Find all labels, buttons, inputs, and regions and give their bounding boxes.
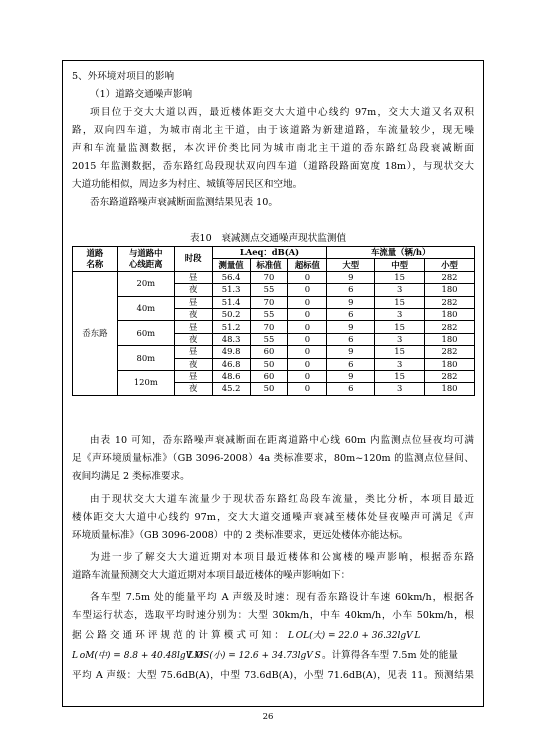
cell-measured: 49.8 (212, 346, 250, 358)
cell-small: 282 (425, 271, 475, 283)
cell-small: 282 (425, 346, 475, 358)
cell-large: 6 (327, 383, 375, 395)
para4-line: 由于现状交大大道车流量少于现状岙东路红岛段车流量，类比分析，本项目最近 (90, 494, 474, 505)
para6-line: 平均 A 声级：大型 75.6dB(A)，中型 73.6dB(A)，小型 71.6dB(A)，见表 11。预测结果 (72, 670, 474, 681)
para4-line: 环境质量标准》（GB 3096-2008）中的 2 类标准要求，更远处楼体亦能达标。 (72, 530, 409, 541)
cell-small: 180 (425, 383, 475, 395)
monitoring-table (72, 246, 475, 396)
table-row (73, 346, 475, 358)
para6-line: 。计算得各车型 7.5m 处的能量 (322, 650, 458, 661)
cell-large: 6 (327, 284, 375, 296)
cell-large: 9 (327, 346, 375, 358)
cell-period: 夜 (174, 383, 212, 395)
cell-exceed: 0 (288, 358, 327, 370)
cell-period: 昼 (174, 271, 212, 283)
header-distance-text: 与道路中 心线距离 (129, 247, 163, 269)
cell-standard: 70 (250, 296, 288, 308)
para6-line: 据 公 路 交 通 环 评 规 范 的 计 算 模 式 可 知 ： (72, 630, 284, 641)
cell-small: 180 (425, 333, 475, 345)
cell-medium: 15 (375, 370, 425, 382)
cell-exceed: 0 (288, 370, 327, 382)
para6-line: 各车型 7.5m 处的能量平均 A 声级及时速：现有岙东路设计车速 60km/h，根据各 (90, 592, 474, 603)
para4-line: 楼体距交大大道中心线约 97m，交大大道交通噪声衰减至楼体处昼夜噪声可满足《声 (72, 512, 474, 523)
cell-distance: 120m (117, 370, 174, 395)
para3-line: 由表 10 可知，岙东路噪声衰减断面在距离道路中心线 60m 内监测点位昼夜均可满 (90, 435, 474, 446)
cell-small: 180 (425, 358, 475, 370)
cell-small: 180 (425, 284, 475, 296)
cell-exceed: 0 (288, 346, 327, 358)
para1-line: 项目位于交大大道以西，最近楼体距交大大道中心线约 97m，交大大道又名双积 (90, 107, 474, 118)
header-period: 时段 (174, 247, 212, 272)
cell-large: 9 (327, 321, 375, 333)
header-standard: 标准值 (250, 259, 288, 271)
page-number: 26 (262, 712, 274, 722)
cell-period: 昼 (174, 370, 212, 382)
cell-large: 9 (327, 296, 375, 308)
cell-period: 夜 (174, 308, 212, 320)
subsection-heading: （1）道路交通噪声影响 (90, 89, 193, 100)
table-body (73, 271, 475, 395)
cell-measured: 48.3 (212, 333, 250, 345)
cell-distance: 20m (117, 271, 174, 296)
formula-small: L OS(小) = 12.6 + 34.73lgV S (188, 651, 321, 661)
cell-large: 6 (327, 333, 375, 345)
cell-standard: 55 (250, 284, 288, 296)
cell-standard: 55 (250, 308, 288, 320)
cell-small: 282 (425, 370, 475, 382)
header-large: 大型 (327, 259, 375, 271)
cell-standard: 70 (250, 321, 288, 333)
para1-line: 路，双向四车道，为城市南北主干道，由于该道路为新建道路，车流量较少，现无噪 (72, 125, 474, 136)
header-laeq: LAeq：dB(A) (212, 247, 327, 259)
para6-line: 车型运行状态，选取平均时速分别为：大型 30km/h，中车 40km/h，小车 50km/h，根 (72, 610, 474, 621)
cell-standard: 50 (250, 358, 288, 370)
cell-medium: 3 (375, 358, 425, 370)
cell-distance: 80m (117, 346, 174, 371)
cell-medium: 15 (375, 271, 425, 283)
cell-large: 9 (327, 370, 375, 382)
cell-exceed: 0 (288, 308, 327, 320)
para1-line: 2015 年监测数据，岙东路红岛段现状双向四车道（道路段路面宽度 18m），与现状交大 (72, 161, 474, 172)
header-measured: 测量值 (212, 259, 250, 271)
cell-standard: 70 (250, 271, 288, 283)
para1-line: 大道功能相似，周边多为村庄、城镇等居民区和空地。 (72, 179, 303, 190)
cell-medium: 3 (375, 284, 425, 296)
cell-measured: 45.2 (212, 383, 250, 395)
para5-line: 道路车流量预测交大大道近期对本项目最近楼体的噪声影响如下： (72, 570, 351, 581)
cell-measured: 56.4 (212, 271, 250, 283)
cell-standard: 55 (250, 333, 288, 345)
cell-distance: 40m (117, 296, 174, 321)
cell-measured: 51.3 (212, 284, 250, 296)
cell-medium: 15 (375, 296, 425, 308)
header-traffic: 车流量（辆/h） (327, 247, 475, 259)
cell-large: 9 (327, 271, 375, 283)
table-row (73, 321, 475, 333)
cell-large: 6 (327, 358, 375, 370)
cell-small: 180 (425, 308, 475, 320)
cell-period: 夜 (174, 358, 212, 370)
para3-line: 夜间均满足 2 类标准要求。 (72, 471, 190, 482)
para2-line: 岙东路道路噪声衰减断面监测结果见表 10。 (90, 197, 278, 208)
table-caption: 表10 衰减测点交通噪声现状监测值 (189, 233, 347, 244)
para5-line: 为进一步了解交大大道近期对本项目最近楼体和公寓楼的噪声影响，根据岙东路 (90, 552, 474, 563)
cell-period: 昼 (174, 296, 212, 308)
cell-medium: 3 (375, 333, 425, 345)
cell-period: 夜 (174, 284, 212, 296)
cell-medium: 3 (375, 383, 425, 395)
cell-small: 282 (425, 321, 475, 333)
formula-large: L OL(大) = 22.0 + 36.32lgV L (288, 631, 421, 641)
formula-medium: L oM(中) = 8.8 + 40.48lgV M (72, 651, 204, 661)
cell-measured: 51.2 (212, 321, 250, 333)
cell-exceed: 0 (288, 284, 327, 296)
header-road (73, 247, 118, 272)
cell-medium: 15 (375, 346, 425, 358)
para1-line: 声和车流量监测数据，本次评价类比同为城市南北主干道的岙东路红岛段衰减断面 (72, 143, 474, 154)
header-exceed: 超标值 (288, 259, 327, 271)
cell-exceed: 0 (288, 296, 327, 308)
cell-standard: 60 (250, 346, 288, 358)
cell-medium: 15 (375, 321, 425, 333)
cell-standard: 60 (250, 370, 288, 382)
cell-distance: 60m (117, 321, 174, 346)
header-road-text: 道路 名称 (86, 247, 104, 269)
header-medium: 中型 (375, 259, 425, 271)
header-distance (117, 247, 174, 272)
cell-exceed: 0 (288, 383, 327, 395)
cell-exceed: 0 (288, 321, 327, 333)
cell-measured: 51.4 (212, 296, 250, 308)
table-row (73, 370, 475, 382)
cell-large: 6 (327, 308, 375, 320)
cell-standard: 50 (250, 383, 288, 395)
header-small: 小型 (425, 259, 475, 271)
cell-measured: 50.2 (212, 308, 250, 320)
cell-period: 夜 (174, 333, 212, 345)
cell-exceed: 0 (288, 271, 327, 283)
table-row (73, 296, 475, 308)
cell-road: 岙东路 (73, 271, 118, 395)
para3-line: 足《声环境质量标准》（GB 3096-2008）4a 类标准要求，80m~120m 的监测点位昼间、 (72, 453, 474, 464)
cell-measured: 48.6 (212, 370, 250, 382)
table-row (73, 271, 475, 283)
cell-small: 282 (425, 296, 475, 308)
cell-period: 昼 (174, 321, 212, 333)
cell-exceed: 0 (288, 333, 327, 345)
cell-measured: 46.8 (212, 358, 250, 370)
cell-period: 昼 (174, 346, 212, 358)
cell-medium: 3 (375, 308, 425, 320)
section-heading: 5、外环境对项目的影响 (72, 71, 175, 82)
